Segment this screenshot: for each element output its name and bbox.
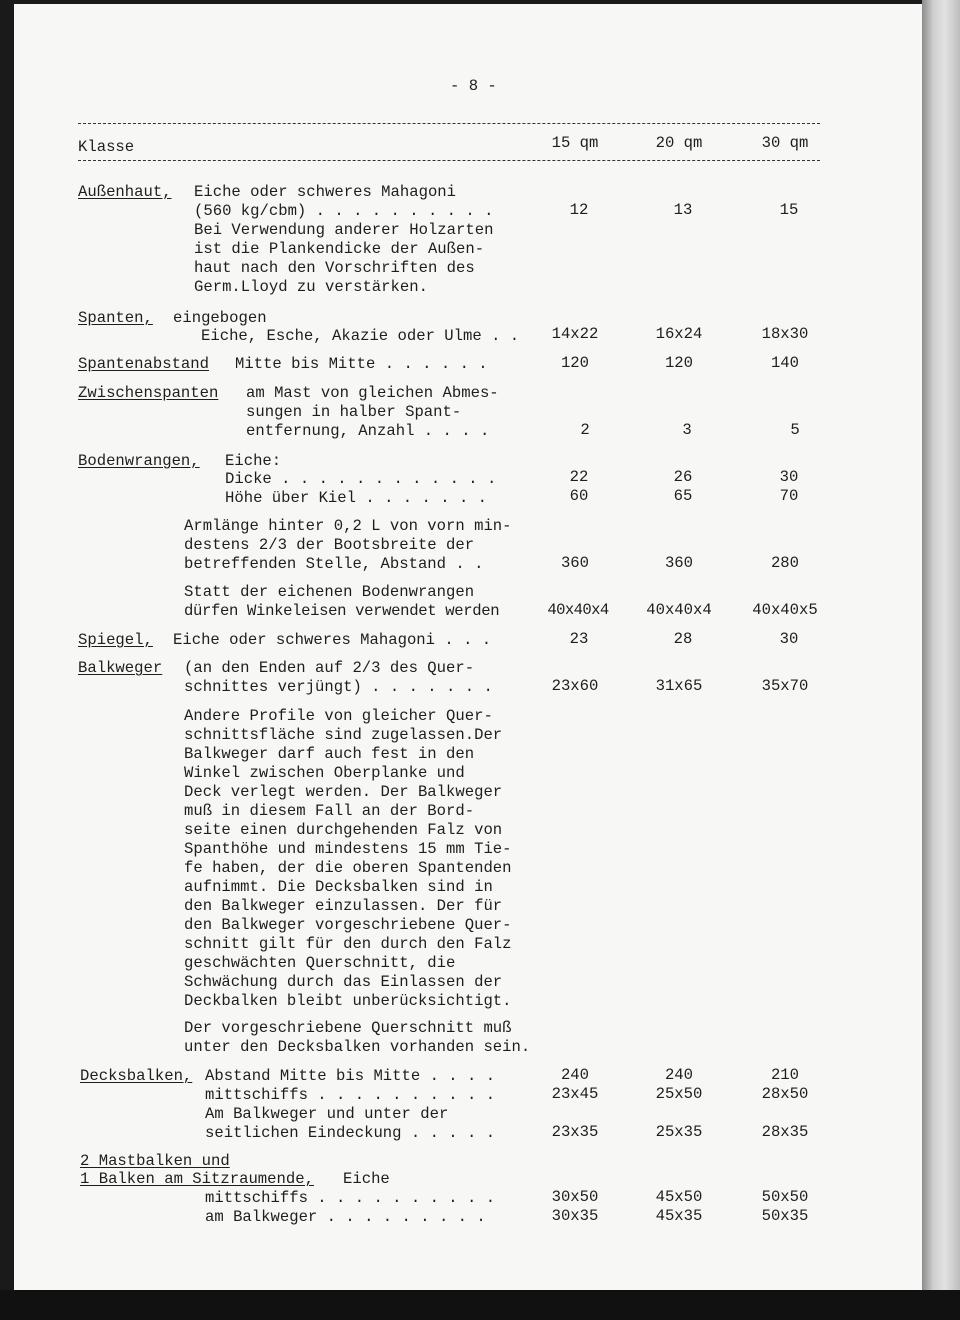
value-20qm: 45x35 <box>655 1207 703 1225</box>
value-30qm: 40x40x5 <box>752 601 818 619</box>
armlaenge-text: destens 2/3 der Bootsbreite der <box>184 536 475 554</box>
value-30qm: 140 <box>770 354 800 372</box>
row-label-zwischenspanten: Zwischenspanten <box>78 384 219 402</box>
value-30qm: 5 <box>790 421 800 439</box>
aussenhaut-note: ist die Plankendicke der Außen- <box>194 240 485 258</box>
value-30qm: 18x30 <box>761 325 809 343</box>
row-label-sitzraumende: 1 Balken am Sitzraumende, <box>80 1170 314 1188</box>
spantenabstand-text: Mitte bis Mitte . . . . . . <box>235 355 488 373</box>
row-label-bodenwrangen: Bodenwrangen, <box>78 452 200 470</box>
value-30qm: 28x35 <box>761 1123 809 1141</box>
aussenhaut-note: Bei Verwendung anderer Holzarten <box>194 221 494 239</box>
balkweger-paragraph: aufnimmt. Die Decksbalken sind in <box>184 878 493 896</box>
balkweger-paragraph: Balkweger darf auch fest in den <box>184 745 475 763</box>
winkeleisen-text: dürfen Winkeleisen verwendet werden <box>184 602 500 620</box>
value-30qm: 280 <box>770 554 800 572</box>
row-label-balkweger: Balkweger <box>78 659 163 677</box>
balkweger-paragraph: schnittsfläche sind zugelassen.Der <box>184 726 503 744</box>
value-30qm: 35x70 <box>761 677 809 695</box>
decksbalken-text: seitlichen Eindeckung . . . . . <box>205 1124 496 1142</box>
value-30qm: 210 <box>770 1066 800 1084</box>
value-20qm: 65 <box>673 487 693 505</box>
balkweger-text: (an den Enden auf 2/3 des Quer- <box>184 659 475 677</box>
balkweger-paragraph: Schwächung durch das Einlassen der <box>184 973 503 991</box>
balkweger-paragraph: Spanthöhe und mindestens 15 mm Tie- <box>184 840 512 858</box>
zwischenspanten-text: am Mast von gleichen Abmes- <box>246 384 499 402</box>
balkweger-paragraph: muß in diesem Fall an der Bord- <box>184 802 475 820</box>
value-20qm: 25x50 <box>655 1085 703 1103</box>
value-30qm: 15 <box>779 201 799 219</box>
value-30qm: 70 <box>779 487 799 505</box>
balkweger-paragraph: Andere Profile von gleicher Quer- <box>184 707 493 725</box>
row-label-spantenabstand: Spantenabstand <box>78 355 210 373</box>
table-top-rule <box>78 123 820 124</box>
value-20qm: 40x40x4 <box>646 601 712 619</box>
balkweger-paragraph: den Balkweger vorgeschriebene Quer- <box>184 916 512 934</box>
decksbalken-text: Am Balkweger und unter der <box>205 1105 449 1123</box>
value-15qm: 120 <box>560 354 590 372</box>
value-20qm: 13 <box>673 201 693 219</box>
value-20qm: 360 <box>664 554 694 572</box>
value-20qm: 28 <box>673 630 693 648</box>
value-20qm: 31x65 <box>655 677 703 695</box>
balkweger-paragraph: geschwächten Querschnitt, die <box>184 954 456 972</box>
page-edge-shadow <box>922 0 960 1294</box>
armlaenge-text: Armlänge hinter 0,2 L von vorn min- <box>184 517 512 535</box>
aussenhaut-note: Germ.Lloyd zu verstärken. <box>194 278 428 296</box>
balkweger-paragraph: Deckbalken bleibt unberücksichtigt. <box>184 992 512 1010</box>
value-15qm: 360 <box>560 554 590 572</box>
row-label-aussenhaut: Außenhaut, <box>78 183 172 201</box>
decksbalken-text: mittschiffs . . . . . . . . . . <box>205 1086 496 1104</box>
spiegel-text: Eiche oder schweres Mahagoni . . . <box>173 631 492 649</box>
value-30qm: 30 <box>779 468 799 486</box>
value-15qm: 30x35 <box>551 1207 599 1225</box>
value-15qm: 12 <box>569 201 589 219</box>
balkweger-text: schnittes verjüngt) . . . . . . . <box>184 678 493 696</box>
bodenwrangen-text: Eiche: <box>225 452 282 470</box>
value-20qm: 26 <box>673 468 693 486</box>
spanten-text: eingebogen <box>173 309 267 327</box>
value-15qm: 240 <box>560 1066 590 1084</box>
bodenwrangen-dicke: Dicke . . . . . . . . . . . . <box>225 470 497 488</box>
zwischenspanten-text: entfernung, Anzahl . . . . <box>246 422 490 440</box>
spanten-text: Eiche, Esche, Akazie oder Ulme . . <box>201 327 520 345</box>
row-label-mastbalken: 2 Mastbalken und <box>80 1152 230 1170</box>
zwischenspanten-text: sungen in halber Spant- <box>246 403 462 421</box>
value-20qm: 45x50 <box>655 1188 703 1206</box>
value-30qm: 50x50 <box>761 1188 809 1206</box>
value-20qm: 16x24 <box>655 325 703 343</box>
value-15qm: 22 <box>569 468 589 486</box>
value-15qm: 30x50 <box>551 1188 599 1206</box>
winkeleisen-text: Statt der eichenen Bodenwrangen <box>184 583 475 601</box>
decksbalken-text: Abstand Mitte bis Mitte . . . . <box>205 1067 496 1085</box>
header-30qm: 30 qm <box>761 134 809 152</box>
row-label-spanten: Spanten, <box>78 309 153 327</box>
mastbalken-text: mittschiffs . . . . . . . . . . <box>205 1189 496 1207</box>
querschnitt-note: Der vorgeschriebene Querschnitt muß <box>184 1019 512 1037</box>
mastbalken-text: am Balkweger . . . . . . . . . <box>205 1208 486 1226</box>
armlaenge-text: betreffenden Stelle, Abstand . . <box>184 555 484 573</box>
balkweger-paragraph: Deck verlegt werden. Der Balkweger <box>184 783 503 801</box>
aussenhaut-note: haut nach den Vorschriften des <box>194 259 475 277</box>
value-15qm: 40x40x4 <box>547 601 609 619</box>
value-20qm: 25x35 <box>655 1123 703 1141</box>
balkweger-paragraph: fe haben, der die oberen Spantenden <box>184 859 512 877</box>
value-15qm: 60 <box>569 487 589 505</box>
value-20qm: 240 <box>664 1066 694 1084</box>
row-label-spiegel: Spiegel, <box>78 631 153 649</box>
value-20qm: 120 <box>664 354 694 372</box>
aussenhaut-text: Eiche oder schweres Mahagoni <box>194 183 457 201</box>
value-15qm: 23x35 <box>551 1123 599 1141</box>
querschnitt-note: unter den Decksbalken vorhanden sein. <box>184 1038 531 1056</box>
mastbalken-text: Eiche <box>343 1170 390 1188</box>
value-15qm: 23x45 <box>551 1085 599 1103</box>
value-30qm: 30 <box>779 630 799 648</box>
value-15qm: 14x22 <box>551 325 599 343</box>
row-label-decksbalken: Decksbalken, <box>80 1067 193 1085</box>
header-klasse: Klasse <box>78 138 135 156</box>
value-15qm: 23x60 <box>551 677 599 695</box>
bodenwrangen-hoehe: Höhe über Kiel . . . . . . . <box>225 489 488 507</box>
value-15qm: 2 <box>580 421 590 439</box>
value-20qm: 3 <box>682 421 692 439</box>
value-15qm: 23 <box>569 630 589 648</box>
value-30qm: 50x35 <box>761 1207 809 1225</box>
table-header-rule <box>78 160 820 161</box>
aussenhaut-text: (560 kg/cbm) . . . . . . . . . . <box>194 202 494 220</box>
balkweger-paragraph: den Balkweger einzulassen. Der für <box>184 897 503 915</box>
value-30qm: 28x50 <box>761 1085 809 1103</box>
balkweger-paragraph: schnitt gilt für den durch den Falz <box>184 935 512 953</box>
header-15qm: 15 qm <box>551 134 599 152</box>
page-number: - 8 - <box>450 77 497 95</box>
header-20qm: 20 qm <box>655 134 703 152</box>
balkweger-paragraph: Winkel zwischen Oberplanke und <box>184 764 465 782</box>
scan-bottom-border <box>0 1290 960 1320</box>
balkweger-paragraph: seite einen durchgehenden Falz von <box>184 821 503 839</box>
